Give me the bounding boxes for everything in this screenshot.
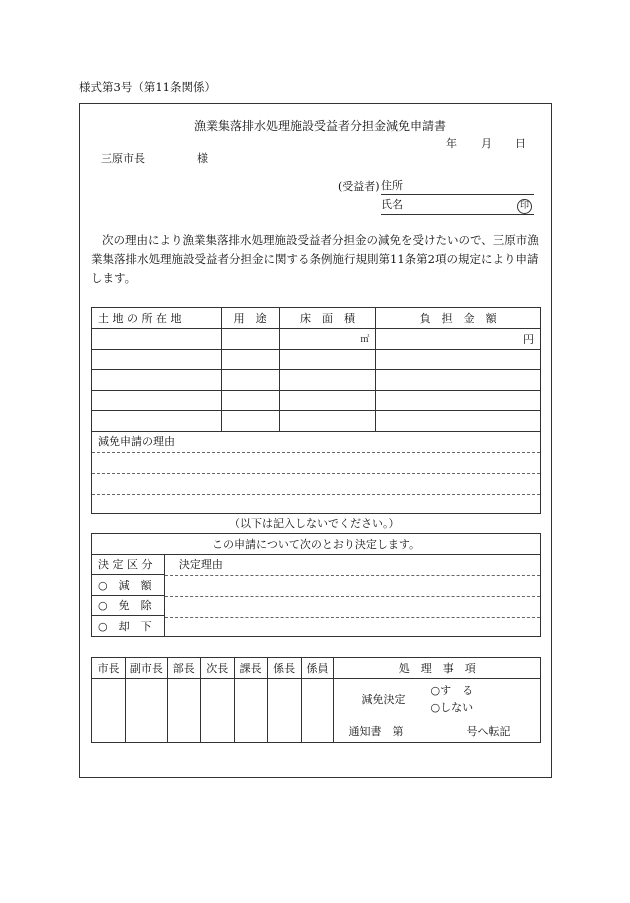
decision-reason-line (165, 597, 540, 618)
address-label: 住所 (381, 179, 403, 192)
reason-line (92, 453, 540, 474)
role-subsection-chief: 係長 (267, 658, 301, 679)
amount-cell[interactable] (376, 411, 541, 432)
location-cell[interactable] (92, 411, 222, 432)
location-cell[interactable] (92, 329, 222, 350)
form-title: 漁業集落排水処理施設受益者分担金減免申請書 (194, 119, 447, 133)
decision-reason-line (165, 576, 540, 597)
role-section-chief: 課長 (234, 658, 267, 679)
processing-header: 処 理 事 項 (334, 658, 541, 679)
decision-heading: この申請について次のとおり決定します。 (92, 534, 541, 555)
area-cell[interactable] (279, 370, 376, 391)
option-do[interactable]: ○す る (430, 684, 474, 697)
role-deputy-director: 次長 (200, 658, 234, 679)
area-cell[interactable] (279, 411, 376, 432)
use-cell[interactable] (221, 390, 279, 411)
location-cell[interactable] (92, 349, 222, 370)
amount-cell[interactable] (376, 370, 541, 391)
stamp-cell[interactable] (234, 679, 267, 743)
stamp-cell[interactable] (301, 679, 334, 743)
location-cell[interactable] (92, 370, 222, 391)
role-director: 部長 (167, 658, 200, 679)
stamp-cell[interactable] (125, 679, 167, 743)
date-month: 月 (481, 137, 492, 150)
header-floor-area: 床 面 積 (279, 308, 376, 329)
area-cell[interactable] (279, 349, 376, 370)
role-mayor: 市長 (92, 658, 126, 679)
header-location: 土 地 の 所 在 地 (92, 308, 222, 329)
decision-category-label: 決 定 区 分 (92, 554, 165, 575)
address-field[interactable] (381, 180, 534, 195)
amount-cell[interactable] (376, 349, 541, 370)
form-number-label: 様式第3号（第11条関係） (79, 80, 216, 94)
seal-icon: 印 (517, 199, 532, 214)
role-deputy-mayor: 副市長 (125, 658, 167, 679)
decision-reason-label: 決定理由 (165, 555, 540, 576)
approval-table (91, 657, 541, 743)
stamp-cell[interactable] (267, 679, 301, 743)
decision-reason-area[interactable] (164, 554, 540, 636)
reduction-decision-label: 減免決定 (361, 693, 406, 706)
use-cell[interactable] (221, 411, 279, 432)
area-cell[interactable] (279, 329, 376, 350)
location-cell[interactable] (92, 390, 222, 411)
reduction-reason-label: 減免申請の理由 (92, 432, 540, 453)
stamp-cell[interactable] (92, 679, 126, 743)
office-use-note: （以下は記入しないでください。） (229, 517, 400, 530)
area-unit: ㎡ (360, 335, 370, 346)
option-reduction[interactable]: ○ 減 額 (92, 575, 165, 596)
applicant-role: (受益者) (338, 180, 380, 193)
addressee-name: 三原市長 (101, 152, 145, 165)
application-statement: 次の理由により漁業集落排水処理施設受益者分担金の減免を受けたいので、三原市漁業集落排水処理施設受益者分担金に関する条例施行規則第11条第2項の規定により申請します。 (91, 233, 539, 285)
decision-table (91, 533, 541, 637)
role-staff: 係員 (301, 658, 334, 679)
amount-cell[interactable] (376, 329, 541, 350)
reason-line (92, 474, 540, 495)
date-day: 日 (515, 137, 526, 150)
name-field[interactable] (381, 199, 534, 215)
stamp-cell[interactable] (200, 679, 234, 743)
header-use: 用 途 (221, 308, 279, 329)
amount-cell[interactable] (376, 390, 541, 411)
option-rejection[interactable]: ○ 却 下 (92, 616, 165, 637)
land-table (91, 307, 541, 514)
processing-area (334, 679, 541, 743)
date-year: 年 (446, 137, 457, 150)
notice-number-prefix: 通知書 第 (348, 725, 404, 738)
notice-number-suffix: 号へ転記 (466, 725, 511, 738)
use-cell[interactable] (221, 349, 279, 370)
header-amount: 負 担 金 額 (376, 308, 541, 329)
option-do-not[interactable]: ○しない (430, 701, 474, 714)
reduction-reason-area[interactable] (92, 431, 541, 513)
use-cell[interactable] (221, 329, 279, 350)
stamp-cell[interactable] (167, 679, 200, 743)
addressee-honorific: 様 (197, 152, 208, 165)
use-cell[interactable] (221, 370, 279, 391)
name-label: 氏名 (381, 198, 403, 211)
amount-unit: 円 (523, 332, 534, 346)
option-exemption[interactable]: ○ 免 除 (92, 595, 165, 616)
area-cell[interactable] (279, 390, 376, 411)
